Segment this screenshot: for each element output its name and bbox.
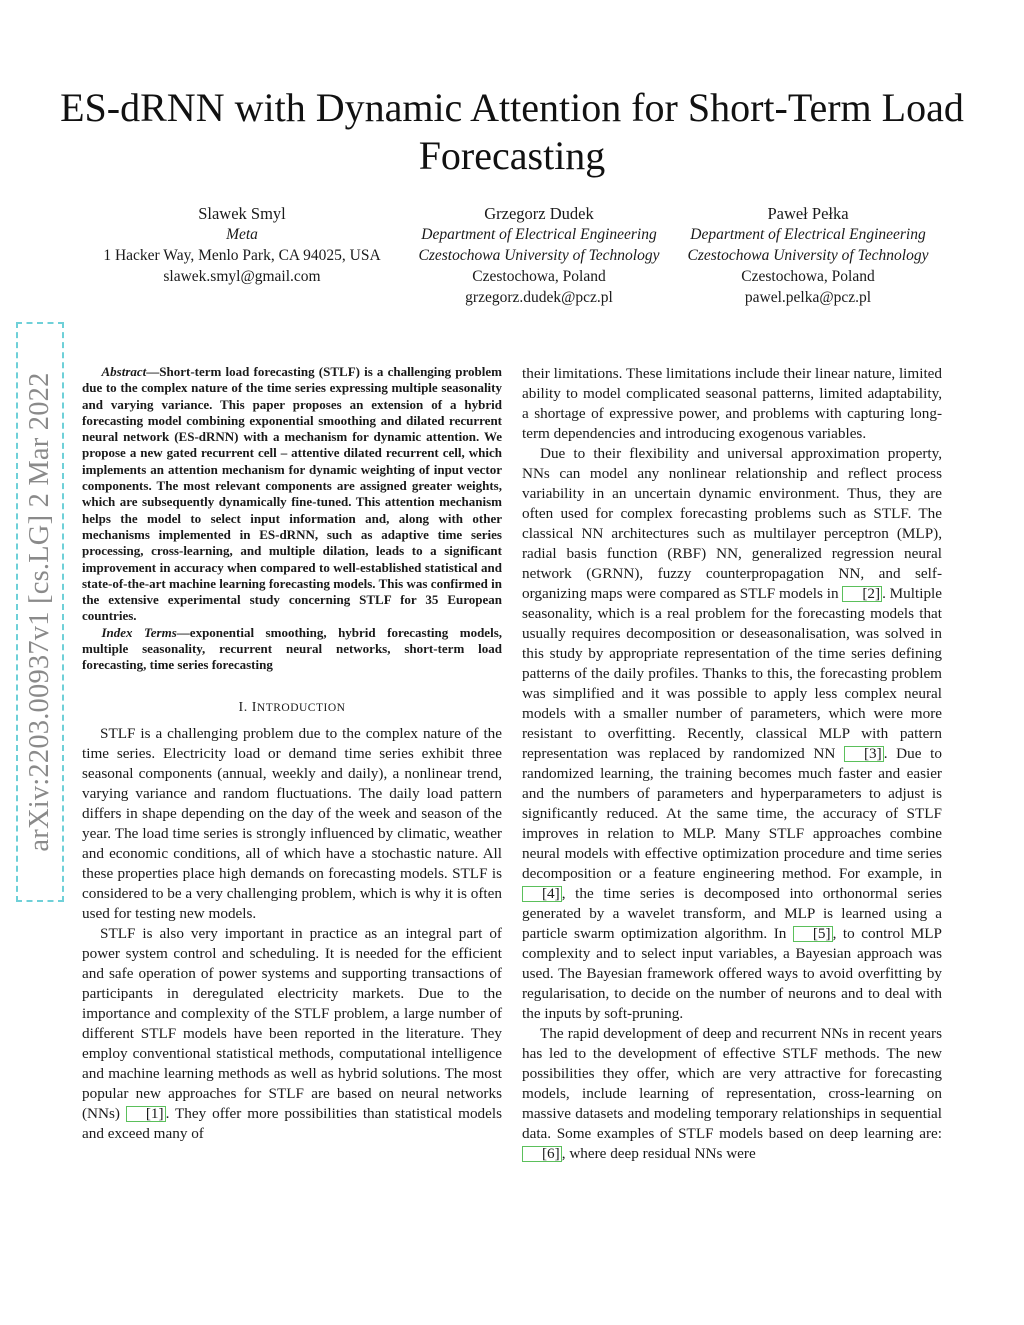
- paragraph-text: . Multiple seasonality, which is a real problem for the forecasting models that usually requires decomposition or deseasonalisation, was solved in this study by appropriate representation of the time series defining patterns of the daily profiles. Thanks to this, the forecasting problem was simplified and it was possible to apply less complex neural models with a smaller number of parameters, which were more resistant to overfitting. Recently, classical MLP with pattern representation was replaced by randomized NN: [522, 585, 942, 762]
- author-name: Grzegorz Dudek: [484, 204, 594, 223]
- citation-link[interactable]: [2]: [842, 586, 882, 602]
- author-address: 1 Hacker Way, Menlo Park, CA 94025, USA: [103, 247, 381, 264]
- index-terms-text: —exponential smoothing, hybrid forecasting models, multiple seasonality, recurrent neural networks, short-term load forecasting, time series forecasting: [82, 624, 502, 673]
- section-number: I.: [238, 699, 248, 715]
- index-terms-label: Index Terms: [101, 624, 177, 640]
- citation-link[interactable]: [5]: [793, 926, 833, 942]
- author-block-1: [82, 203, 402, 287]
- section-title-rest: NTRODUCTION: [256, 701, 346, 714]
- section-heading: [82, 700, 502, 716]
- author-institution: Czestochowa University of Technology: [418, 247, 660, 264]
- left-column: [82, 364, 502, 1144]
- intro-paragraph-2: [82, 924, 502, 1144]
- citation-link[interactable]: [4]: [522, 886, 562, 902]
- author-name: Paweł Pełka: [767, 204, 849, 223]
- author-city: Czestochowa, Poland: [741, 268, 875, 285]
- right-paragraph-1: their limitations. These limitations include their linear nature, limited ability to model complicated seasonal patterns, limited adaptability, a shortage of expressive power, and problems with capturing long-term dependencies and introducing exogenous variables.: [522, 365, 942, 442]
- author-institution: Czestochowa University of Technology: [687, 247, 929, 264]
- abstract-label: Abstract: [101, 364, 147, 379]
- paragraph-text: The rapid development of deep and recurrent NNs in recent years has led to the development of effective STLF methods. The new possibilities they offer, which are very attractive for forecasting models, include learning of representation, cross-learning on massive datasets and modeling temporary relationships in sequential data. Some examples of STLF models based on deep learning are:: [522, 1025, 942, 1142]
- author-name: Slawek Smyl: [198, 204, 286, 223]
- paragraph-text: , the time series is decomposed into orthonormal series generated by a wavelet transform, and MLP is learned using a particle swarm optimization algorithm. In: [522, 885, 942, 942]
- paragraph-text: , to control MLP complexity and to select input variables, a Bayesian approach was used. The Bayesian framework offered ways to avoid overfitting by regularisation, to decide on the number of neurons and to deal with the inputs by soft-pruning.: [522, 925, 942, 1022]
- abstract-text: —Short-term load forecasting (STLF) is a challenging problem due to the complex nature of the time series expressing multiple seasonality and varying variance. This paper proposes an extension of a hybrid forecasting model combining exponential smoothing and dilated recurrent neural network (ES-dRNN) with a mechanism for dynamic attention. We propose a new gated recurrent cell – attentive dilated recurrent cell, which implements an attention mechanism for dynamic weighting of input vector components. The most relevant components are assigned greater weights, which are subsequently dynamically fine-tuned. This attention mechanism helps the model to select input information and, along with other mechanisms implemented in ES-dRNN, such as adaptive time series processing, cross-learning, and multiple dilation, leads to a significant improvement in accuracy when compared to well-established statistical and state-of-the-art machine learning forecasting models. This was confirmed in the extensive experimental study concerning STLF for 35 European countries.: [82, 364, 502, 624]
- author-affiliation: Meta: [226, 226, 258, 243]
- author-block-2: [404, 203, 674, 308]
- arxiv-stamp[interactable]: [16, 322, 64, 902]
- author-affiliation: Department of Electrical Engineering: [421, 226, 657, 243]
- paragraph-text: STLF is also very important in practice as an integral part of power system control and scheduling. It is needed for the efficient and safe operation of power systems and supporting transactions of participants in deregulated electricity markets. Due to the importance and complexity of the STLF problem, a large number of different STLF models have been reported in the literature. They employ conventional statistical methods, computational intelligence and machine learning methods as well as hybrid solutions. The most popular new approaches for STLF are based on neural networks (NNs): [82, 924, 502, 1122]
- paper-title: ES-dRNN with Dynamic Attention for Short-Term Load Forecasting: [60, 85, 964, 178]
- paragraph-text: . They offer more possibilities than statistical models and exceed many of: [82, 1104, 503, 1142]
- paragraph-text: Due to their flexibility and universal approximation property, NNs can model any nonlinear relationship and reflect process variability in an uncertain dynamic environment. Thus, they are often used for complex forecasting problems such as STLF. The classical NN architectures such as multilayer perceptron (MLP), radial basis function (RBF) NN, generalized regression neural network (GRNN), fuzzy counterpropagation NN, and self-organizing maps were compared as STLF models in: [522, 445, 942, 602]
- right-column: [522, 364, 942, 1164]
- author-block-3: [674, 203, 942, 308]
- author-affiliation: Department of Electrical Engineering: [690, 226, 926, 243]
- abstract: [82, 364, 502, 625]
- section-title-initial: I: [251, 699, 257, 715]
- intro-paragraph-1: STLF is a challenging problem due to the complex nature of the time series. Electricity load or demand time series exhibit three seasonal components (annual, weekly and daily), a nonlinear trend, varying variance and random fluctuations. The daily load pattern differs in shape depending on the day of the week and season of the year. The load time series is strongly influenced by climatic, weather and economic conditions, all of which have a stochastic nature. All these properties place high demands on forecasting models. STLF is considered to be a very challenging problem, which is why it is often used for testing new models.: [82, 724, 502, 922]
- index-terms: [82, 625, 502, 674]
- author-city: Czestochowa, Poland: [472, 268, 606, 285]
- paragraph-text: , where deep residual NNs were: [561, 1145, 756, 1162]
- author-email: grzegorz.dudek@pcz.pl: [465, 289, 613, 306]
- author-email: pawel.pelka@pcz.pl: [744, 289, 872, 306]
- citation-link[interactable]: [3]: [844, 746, 884, 762]
- citation-link[interactable]: [1]: [126, 1106, 166, 1122]
- author-email: slawek.smyl@gmail.com: [163, 268, 321, 285]
- paragraph-text: . Due to randomized learning, the training becomes much faster and easier and the numbers of parameters and hyperparameters to adjust is significantly reduced. At the same time, the accuracy of STLF improves in relation to MLP. Many STLF approaches combine neural models with effective optimization procedure and time series decomposition or a feature engineering method. For example, in: [522, 745, 942, 882]
- right-paragraph-2: [522, 444, 942, 1024]
- arxiv-stamp-text: arXiv:2203.00937v1 [cs.LG] 2 Mar 2022: [24, 372, 55, 852]
- right-paragraph-3: [522, 1024, 942, 1164]
- citation-link[interactable]: [6]: [522, 1146, 562, 1162]
